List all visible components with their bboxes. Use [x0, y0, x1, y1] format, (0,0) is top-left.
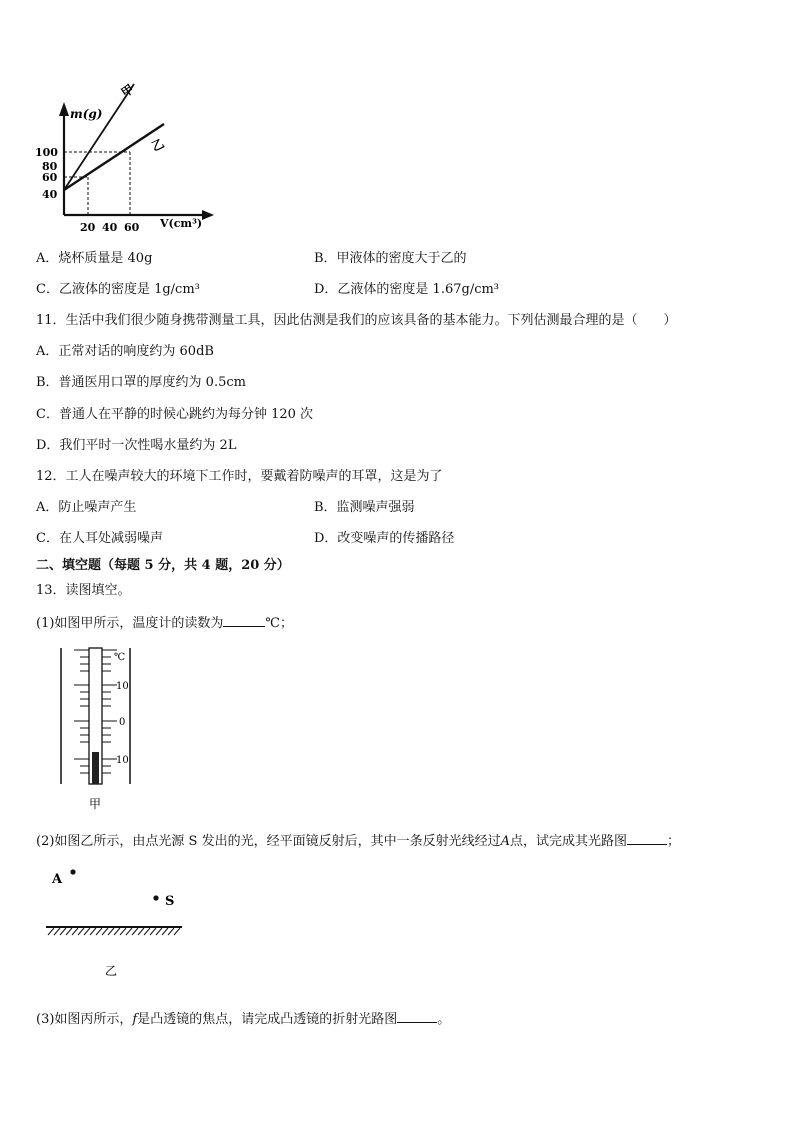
thermometer-label-top: 10	[116, 681, 129, 692]
answer-blank-2[interactable]	[627, 832, 667, 845]
q13-part1	[36, 614, 293, 633]
q11-option-b: B．普通医用口罩的厚度约为 0.5cm	[36, 375, 246, 390]
q12-option-a: A．防止噪声产生	[36, 500, 137, 515]
answer-blank-3[interactable]	[397, 1010, 437, 1023]
q10-option-c: C．乙液体的密度是 1g/cm³	[36, 282, 200, 297]
figure-caption-yi: 乙	[105, 964, 118, 978]
thermometer-unit: ℃	[114, 652, 126, 663]
line-jia	[64, 84, 134, 190]
figure-caption-jia: 甲	[89, 797, 102, 811]
q11-option-a: A．正常对话的响度约为 60dB	[36, 344, 214, 359]
q13-part2	[36, 832, 680, 851]
ytick-100: 100	[35, 146, 58, 159]
q12-option-c: C．在人耳处减弱噪声	[36, 531, 163, 546]
mirror-hatching	[48, 928, 180, 935]
q12-stem: 12．工人在噪声较大的环境下工作时，要戴着防噪声的耳罩，这是为了	[36, 469, 443, 484]
q13-stem: 13．读图填空。	[36, 583, 131, 598]
q13-part2-point: A	[500, 834, 510, 849]
q13-part1-unit: ℃；	[265, 616, 293, 631]
graph-ylabel: m(g)	[70, 107, 103, 121]
q11-stem: 11．生活中我们很少随身携带测量工具，因此估测是我们的应该具备的基本能力。下列估测最合理的是（ ）	[36, 313, 677, 328]
q10-option-d: D．乙液体的密度是 1.67g/cm³	[314, 282, 500, 297]
point-s-label: S	[165, 894, 175, 909]
q13-part1-text: (1)如图甲所示，温度计的读数为	[36, 616, 224, 631]
line-yi	[64, 124, 167, 190]
q12-option-b: B．监测噪声强弱	[314, 500, 415, 515]
thermometer-liquid	[92, 752, 99, 784]
thermometer-label-zero: 0	[119, 717, 126, 728]
mass-volume-graph	[30, 80, 230, 240]
q13-part2-text: (2)如图乙所示，由点光源 S 发出的光，经平面镜反射后，其中一条反射光线经过	[36, 834, 501, 849]
q12-option-d: D．改变噪声的传播路径	[314, 531, 455, 546]
q13-part2-text-mid: 点，试完成其光路图	[509, 834, 627, 849]
xtick-20: 20	[80, 221, 96, 234]
plane-mirror-figure	[44, 862, 194, 982]
x-axis-arrow	[202, 210, 214, 220]
label-jia: 甲	[118, 81, 137, 101]
answer-blank-1[interactable]	[223, 614, 265, 627]
q13-part3-end: 。	[437, 1012, 451, 1027]
q13-part3-text-mid: 是凸透镜的焦点，请完成凸透镜的折射光路图	[137, 1012, 398, 1027]
section-heading: 二、填空题（每题 5 分，共 4 题，20 分）	[36, 558, 290, 573]
xtick-60: 60	[124, 221, 140, 234]
q13-part3-text: (3)如图丙所示，	[36, 1012, 133, 1027]
thermometer-label-bottom: 10	[116, 755, 129, 766]
y-axis-arrow	[59, 102, 69, 116]
ytick-60: 60	[42, 171, 58, 184]
q10-option-b: B．甲液体的密度大于乙的	[314, 251, 467, 266]
q11-option-c: C．普通人在平静的时候心跳约为每分钟 120 次	[36, 407, 314, 422]
q11-option-d: D．我们平时一次性喝水量约为 2L	[36, 438, 237, 453]
ytick-40: 40	[42, 188, 58, 201]
label-yi: 乙	[149, 136, 167, 155]
point-a	[70, 869, 75, 874]
q13-part2-end: ；	[667, 834, 681, 849]
ytick-80: 80	[42, 160, 58, 173]
q13-part3-focus: f	[132, 1012, 138, 1027]
xtick-40: 40	[102, 221, 118, 234]
point-a-label: A	[52, 872, 63, 887]
graph-xlabel: V(cm³)	[160, 217, 203, 230]
q13-part3	[36, 1010, 450, 1029]
q10-option-a: A．烧杯质量是 40g	[36, 251, 153, 266]
thermometer-figure	[58, 646, 136, 818]
point-s	[153, 895, 158, 900]
